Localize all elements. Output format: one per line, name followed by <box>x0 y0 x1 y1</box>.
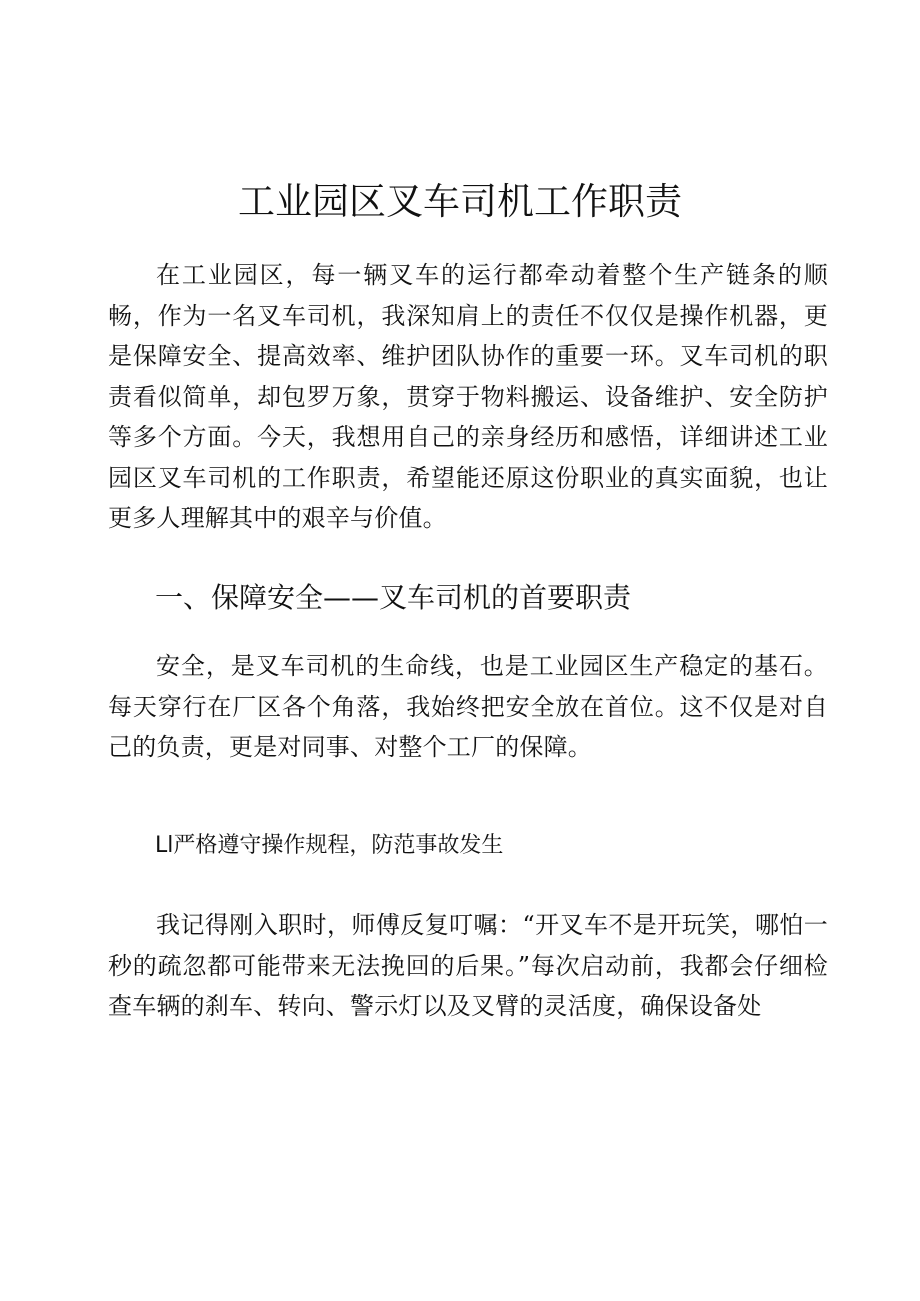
subsection-heading: Ll严格遵守操作规程，防范事故发生 <box>155 833 504 858</box>
intro-paragraph: 在工业园区，每一辆叉车的运行都牵动着整个生产链条的顺畅，作为一名叉车司机，我深知肩上的责任不仅仅是操作机器，更是保障安全、提高效率、维护团队协作的重要一环。叉车司机的职责看似简单，却包罗万象，贯穿于物料搬运、设备维护、安全防护等多个方面。今天，我想用自己的亲身经历和感悟，详细讲述工业园区叉车司机的工作职责，希望能还原这份职业的真实面貌，也让更多人理解其中的艰辛与价值。 <box>108 261 828 532</box>
section-heading: 一、保障安全——叉车司机的首要职责 <box>155 581 632 614</box>
subsection-paragraph: 我记得刚入职时，师傅反复叮嘱：“开叉车不是开玩笑，哪怕一秒的疏忽都可能带来无法挽回的后果。”每次启动前，我都会仔细检查车辆的刹车、转向、警示灯以及叉臂的灵活度，确保设备处 <box>108 911 828 1020</box>
section-paragraph: 安全，是叉车司机的生命线，也是工业园区生产稳定的基石。每天穿行在厂区各个角落，我始终把安全放在首位。这不仅是对自己的负责，更是对同事、对整个工厂的保障。 <box>108 652 828 761</box>
document-title: 工业园区叉车司机工作职责 <box>238 180 682 223</box>
